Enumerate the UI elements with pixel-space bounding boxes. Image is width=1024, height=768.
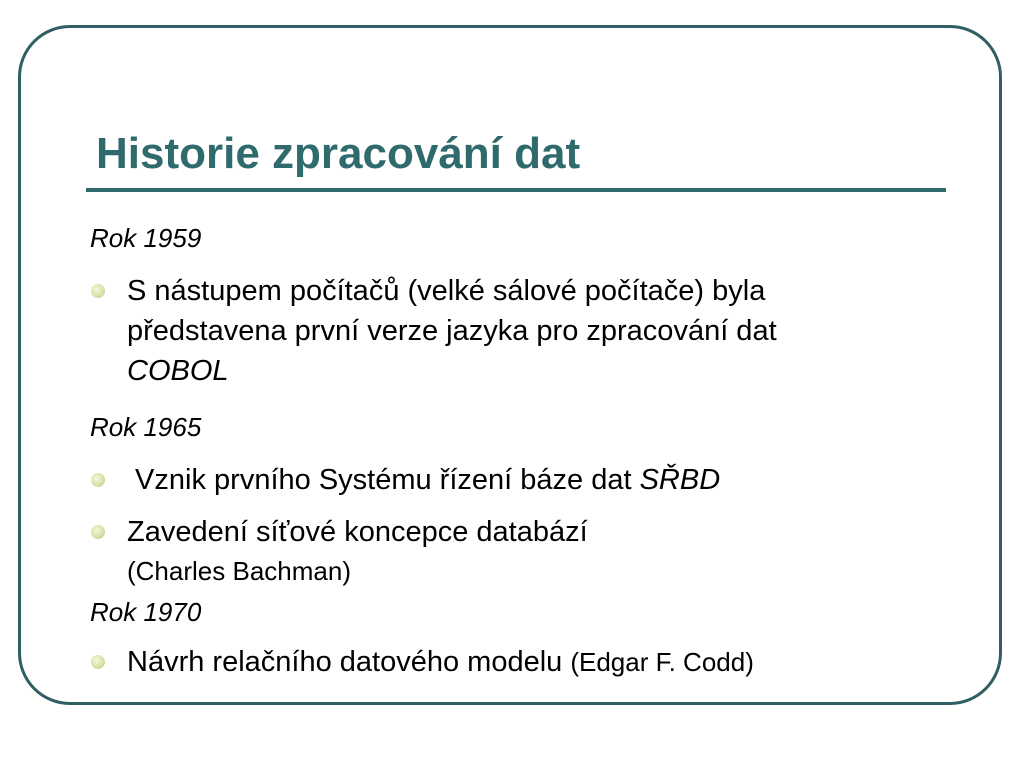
bullet-srbd-text: Vznik prvního Systému řízení báze dat (127, 464, 640, 496)
bullet-srbd-emph: SŘBD (639, 464, 721, 496)
bullet-network-text: Zavedení síťové koncepce databází (127, 516, 588, 548)
year-label-1965: Rok 1965 (90, 412, 202, 442)
bullet-network-concept (90, 512, 960, 590)
bullet-network-author: (Charles Bachman) (127, 556, 351, 586)
bullet-cobol-line3: COBOL (127, 355, 229, 387)
title-underline (86, 188, 946, 192)
year-label-1959: Rok 1959 (90, 223, 202, 253)
bullet-cobol (90, 271, 960, 391)
bullet-dot-icon (91, 525, 105, 539)
bullet-cobol-line1: S nástupem počítačů (velké sálové počítače) byla (127, 275, 766, 307)
slide-content (90, 222, 960, 682)
slide-title: Historie zpracování dat (96, 129, 581, 178)
bullet-dot-icon (91, 655, 105, 669)
bullet-relational-text: Návrh relačního datového modelu (127, 646, 571, 678)
bullet-relational-model (90, 642, 960, 682)
bullet-srbd (90, 460, 960, 500)
bullet-relational-author: (Edgar F. Codd) (570, 647, 754, 677)
year-label-1970: Rok 1970 (90, 597, 202, 627)
bullet-dot-icon (91, 284, 105, 298)
bullet-dot-icon (91, 473, 105, 487)
bullet-cobol-line2: představena první verze jazyka pro zpracování dat (127, 315, 777, 347)
